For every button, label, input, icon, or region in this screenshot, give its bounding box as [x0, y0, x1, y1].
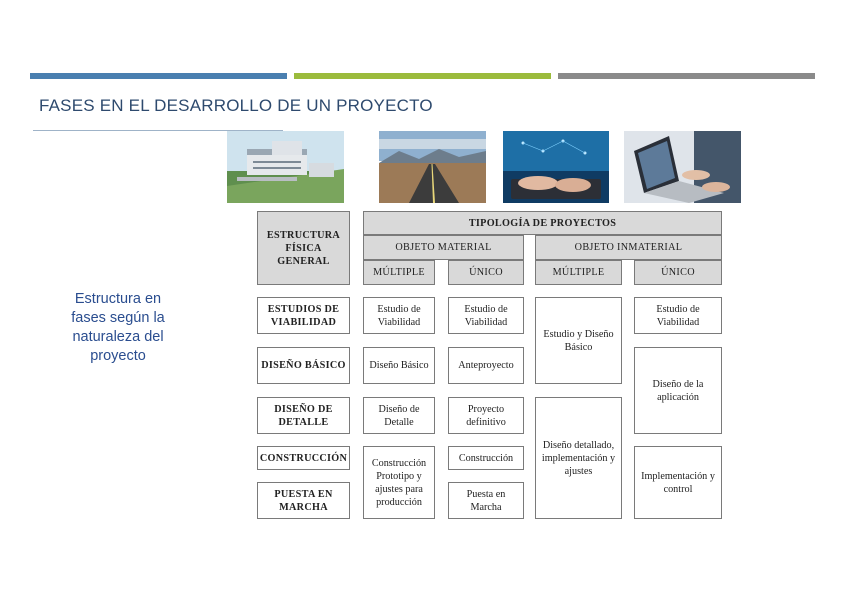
immaterial-multiple-header: MÚLTIPLE [535, 260, 622, 285]
side-caption: Estructura en fases según la naturaleza del proyecto [71, 291, 165, 364]
keyboard-network-photo [503, 131, 609, 203]
material-unique-header: ÚNICO [448, 260, 524, 285]
accent-bar-green [294, 73, 551, 79]
material-unique-cell: Estudio de Viabilidad [448, 297, 524, 334]
industrial-building-photo [227, 131, 344, 203]
material-multiple-cell: Estudio de Viabilidad [363, 297, 435, 334]
immaterial-multiple-cell: Diseño detallado, implementación y ajustes [535, 397, 622, 519]
material-unique-cell: Proyecto definitivo [448, 397, 524, 434]
material-multiple-cell: Construcción Prototipo y ajustes para producción [363, 446, 435, 519]
immaterial-unique-cell: Diseño de la aplicación [634, 347, 722, 434]
immaterial-header: OBJETO INMATERIAL [535, 235, 722, 260]
material-multiple-cell: Diseño Básico [363, 347, 435, 384]
phase-detail-design: DISEÑO DE DETALLE [257, 397, 350, 434]
road-landscape-photo [379, 131, 486, 203]
phase-construction: CONSTRUCCIÓN [257, 446, 350, 470]
immaterial-unique-header: ÚNICO [634, 260, 722, 285]
accent-bar-blue [30, 73, 287, 79]
material-multiple-header: MÚLTIPLE [363, 260, 435, 285]
material-multiple-cell: Diseño de Detalle [363, 397, 435, 434]
material-unique-cell: Anteproyecto [448, 347, 524, 384]
phase-feasibility: ESTUDIOS DE VIABILIDAD [257, 297, 350, 334]
accent-bar-gray [558, 73, 815, 79]
typology-header: TIPOLOGÍA DE PROYECTOS [363, 211, 722, 235]
immaterial-unique-cell: Implementación y control [634, 446, 722, 519]
material-unique-cell: Construcción [448, 446, 524, 470]
material-header: OBJETO MATERIAL [363, 235, 524, 260]
material-unique-cell: Puesta en Marcha [448, 482, 524, 519]
laptop-work-photo [624, 131, 741, 203]
phase-basic-design: DISEÑO BÁSICO [257, 347, 350, 384]
structure-header: ESTRUCTURA FÍSICA GENERAL [257, 211, 350, 285]
phase-start-up: PUESTA EN MARCHA [257, 482, 350, 519]
immaterial-unique-cell: Estudio de Viabilidad [634, 297, 722, 334]
immaterial-multiple-cell: Estudio y Diseño Básico [535, 297, 622, 384]
slide-title: FASES EN EL DESARROLLO DE UN PROYECTO [39, 96, 433, 115]
